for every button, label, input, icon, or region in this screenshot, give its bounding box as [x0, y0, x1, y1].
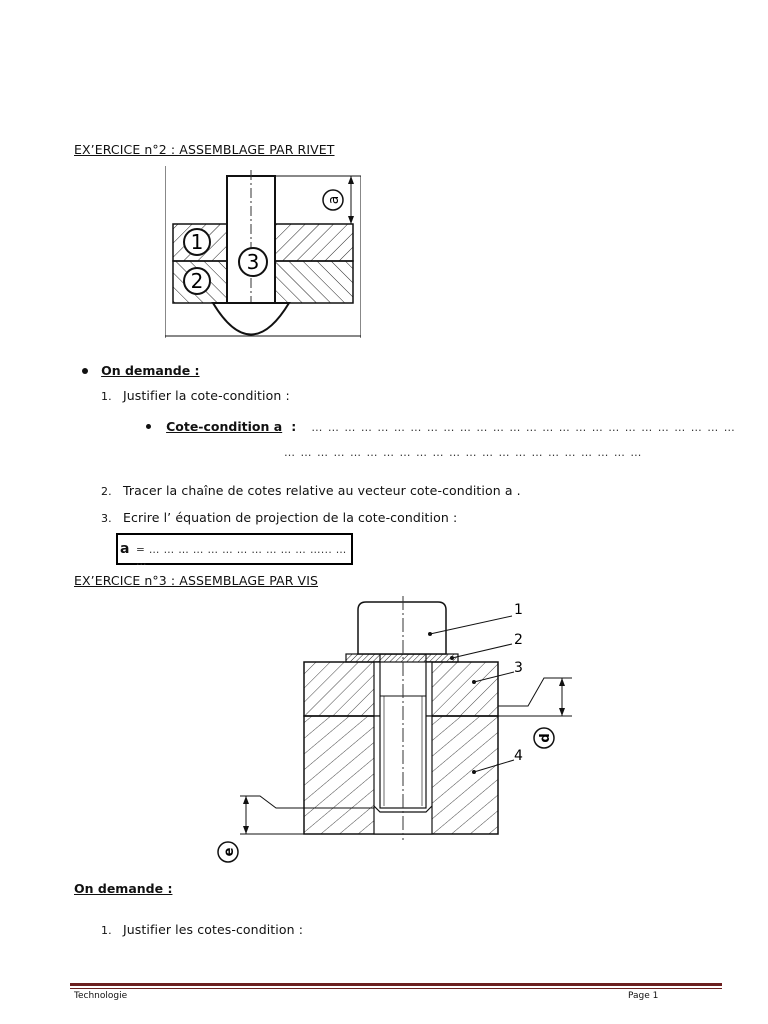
ex2-item-2 [101, 483, 521, 498]
answer-dots-line-2: … … … … … … … … … … … … … … … … … … … … … … [284, 446, 643, 459]
exercise-3-title: EX’ERCICE n°3 : ASSEMBLAGE PAR VIS [74, 573, 319, 588]
cote-condition-a-label: Cote-condition a [166, 419, 283, 434]
exercise-2-title: EX’ERCICE n°2 : ASSEMBLAGE PAR RIVET [74, 142, 335, 157]
screw-part-4-label: 4 [514, 748, 523, 764]
screw-part-3-label: 3 [514, 660, 523, 676]
ex3-item-1 [101, 922, 303, 937]
item-text: Justifier la cote-condition : [123, 388, 290, 403]
dimension-a-label: a [326, 195, 342, 205]
item-number: 3. [101, 512, 112, 525]
on-demande-label: On demande : [101, 363, 200, 378]
equation-answer-box[interactable] [116, 533, 353, 568]
colon: : [291, 419, 297, 434]
screw-part-1-label: 1 [514, 602, 523, 618]
answer-dots: = … … … … … … … … … … … …... … … [136, 544, 347, 568]
footer-left-text: Technologie [74, 991, 128, 1001]
answer-dots-line-1: … … … … … … … … … … … … … … … … … … … … … … … … … … [311, 421, 736, 434]
on-demande-label-ex3: On demande : [74, 881, 173, 896]
part-3-label: 3 [246, 250, 260, 274]
item-number: 1. [101, 924, 112, 937]
screw-part-2-label: 2 [514, 632, 523, 648]
part-1-label: 1 [190, 230, 204, 254]
bullet-icon [146, 424, 151, 429]
bullet-icon [82, 368, 88, 374]
item-number: 2. [101, 485, 112, 498]
ex2-item-3 [101, 510, 457, 525]
answer-variable: a [120, 541, 130, 557]
footer-rule-thick [70, 983, 722, 986]
item-text: Tracer la chaîne de cotes relative au vecteur cote-condition a . [123, 483, 521, 498]
dimension-e-label: e [222, 847, 237, 857]
ex2-item-1 [101, 388, 290, 403]
item-number: 1. [101, 390, 112, 403]
screw-assembly-figure [212, 596, 572, 864]
rivet-assembly-figure [165, 166, 361, 338]
cote-condition-a-row [146, 416, 736, 435]
item-text: Justifier les cotes-condition : [123, 922, 304, 937]
footer-rule-thin [70, 988, 722, 989]
footer-page-number: Page 1 [628, 991, 659, 1001]
on-demande-bullet-ex2 [82, 360, 200, 379]
item-text: Ecrire l’ équation de projection de la cote-condition : [123, 510, 458, 525]
part-2-label: 2 [190, 269, 204, 293]
dimension-d-label: d [538, 733, 553, 743]
